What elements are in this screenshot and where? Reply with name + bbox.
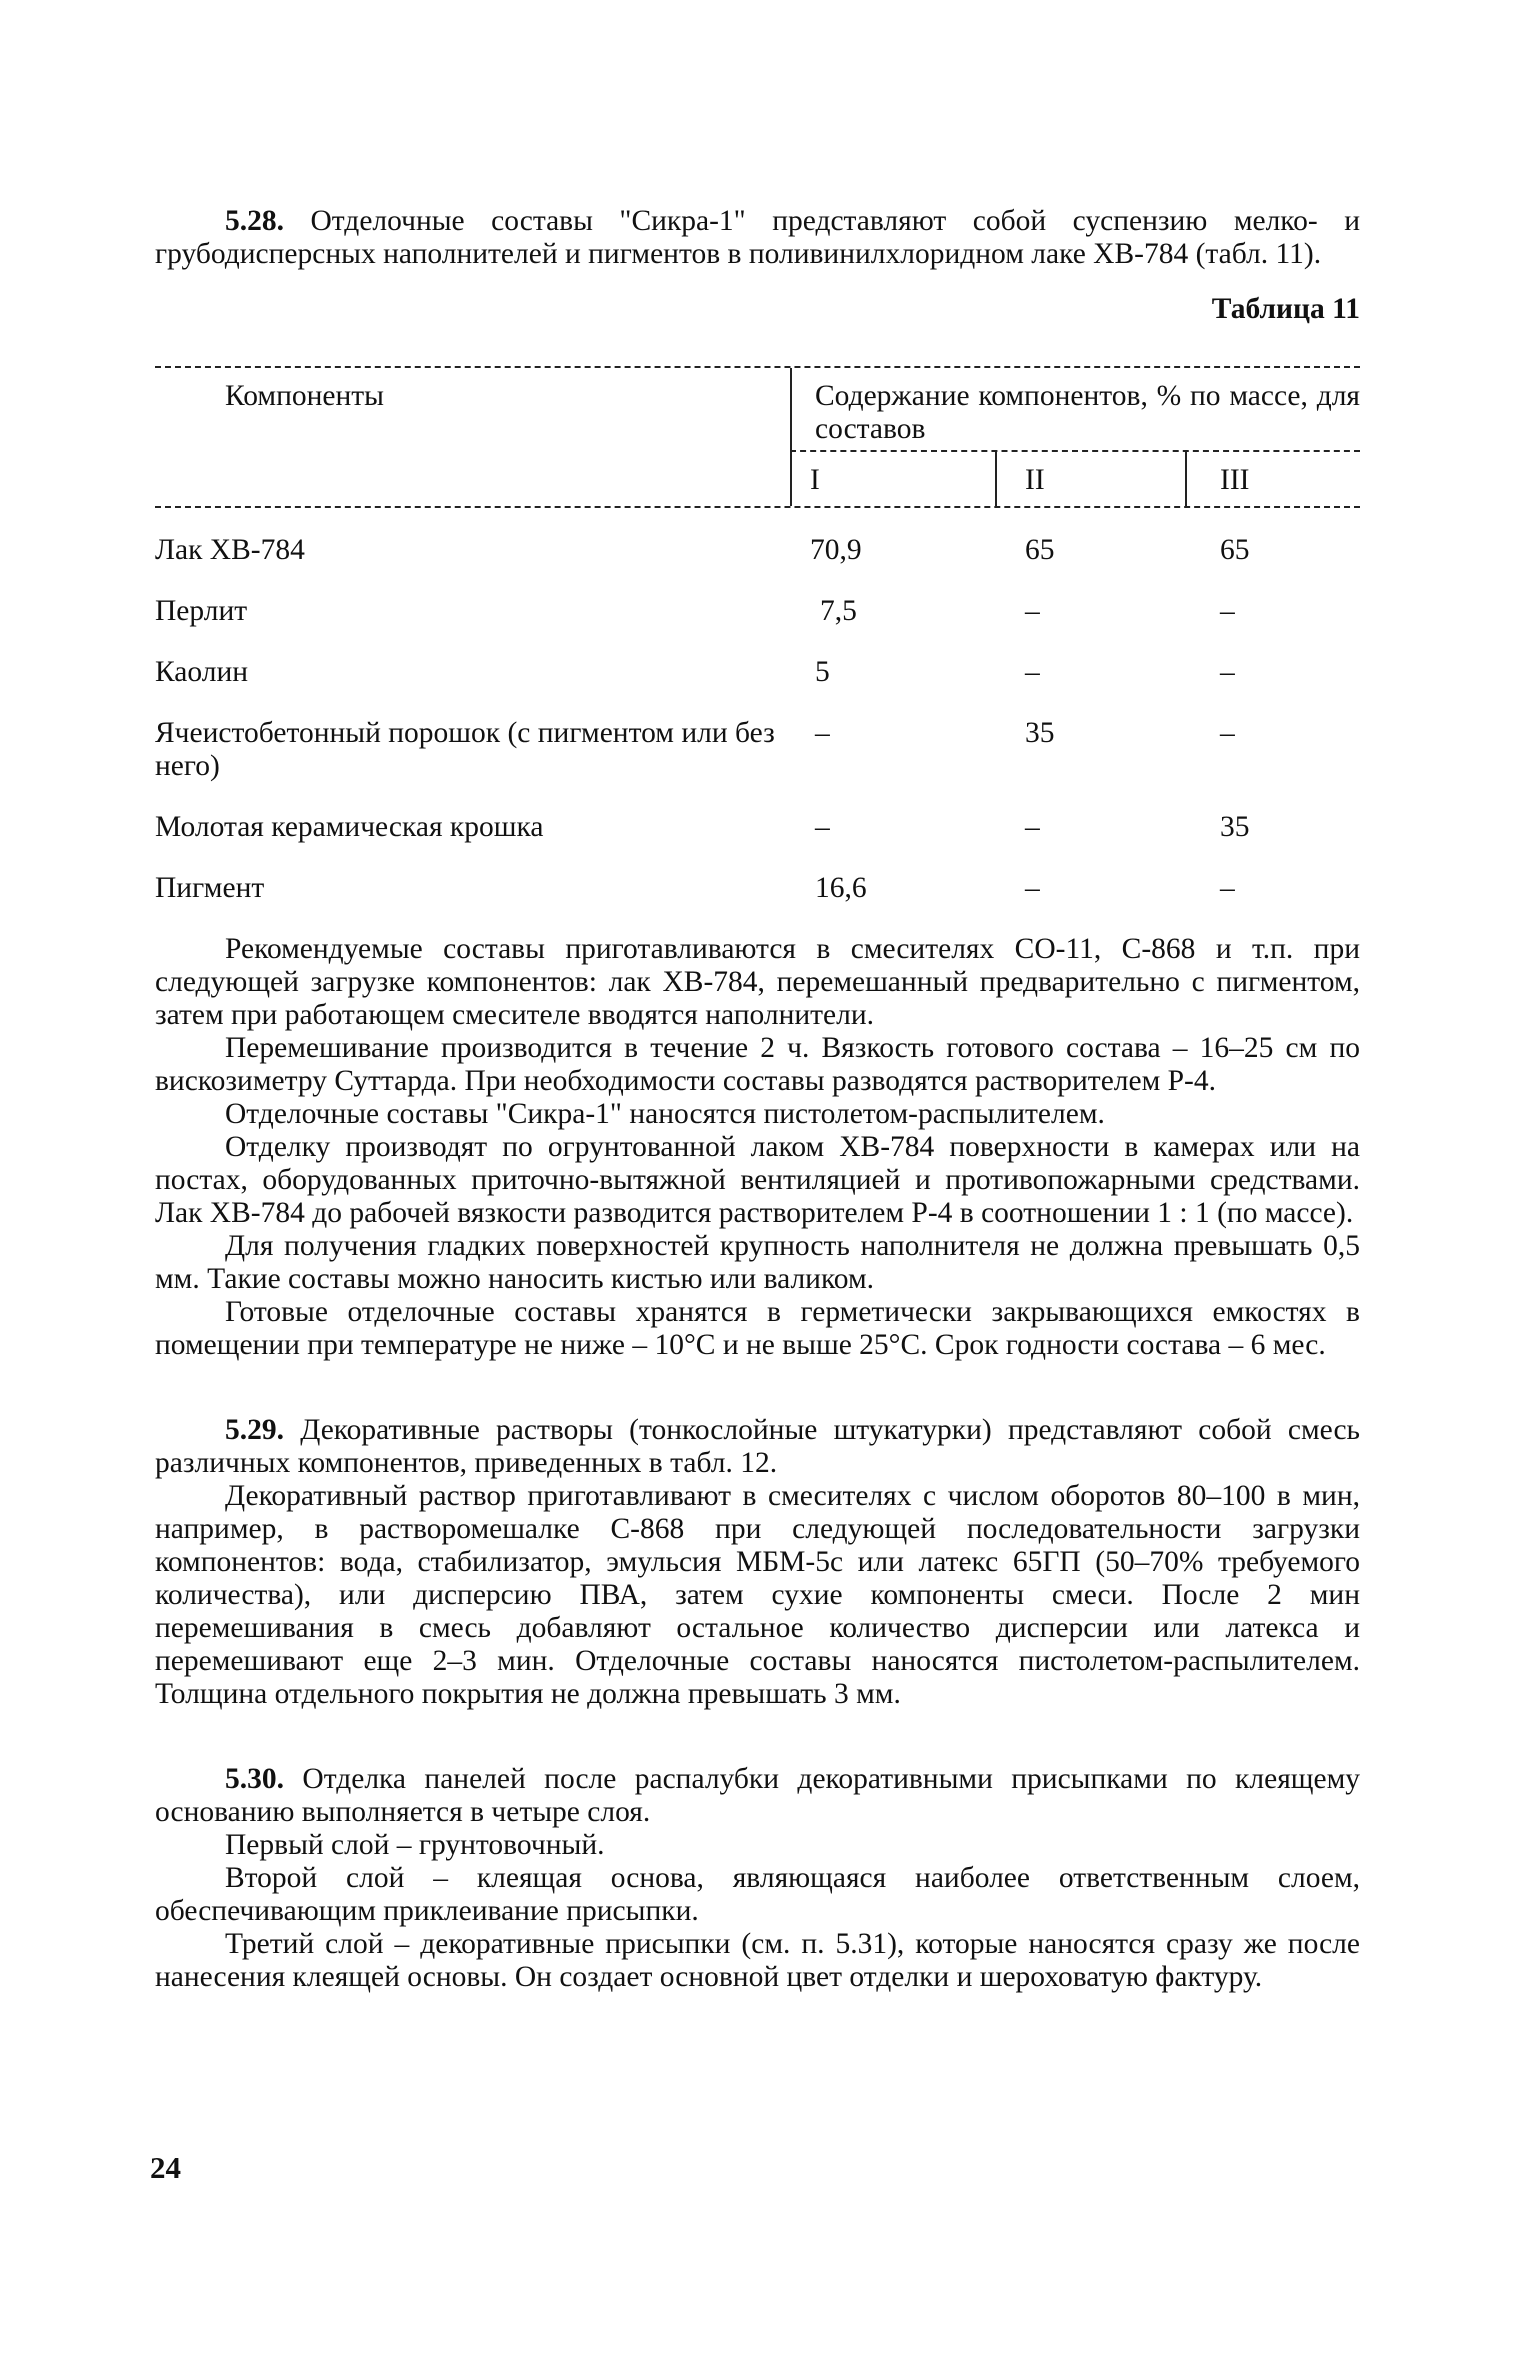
header-divider (790, 368, 792, 506)
header-sub-rule (790, 450, 1360, 452)
paragraph: Третий слой – декоративные присыпки (см. п. 5.31), которые наносятся сразу же после нанесения клеящей основы. Он создает основной цвет отделки и шероховатую фактуру. (155, 1928, 1360, 1993)
header-sub-3: III (1220, 464, 1250, 496)
header-sub-divider (1185, 450, 1187, 506)
row-name: Лак ХВ-784 (155, 534, 305, 566)
paragraph: Декоративный раствор приготавливают в смесителях с числом оборотов 80–100 в мин, например, в растворомешалке С-868 при следующей последовательности загрузки компонентов: вода, стабилизатор, эмульсия МБМ-5с или латекс 65ГП (50–70% требуемого количества), или дисперсию ПВА, затем сухие компоненты смеси. После 2 мин перемешивания в смесь добавляют остальное количество дисперсии или латекса и перемешивают еще 2–3 мин. Отделочные составы наносятся пистолетом-распылителем. Толщина отдельного покрытия не должна превышать 3 мм. (155, 1480, 1360, 1710)
cell-value: – (1025, 872, 1040, 904)
header-components: Компоненты (225, 380, 384, 412)
cell-value: 5 (815, 656, 830, 688)
cell-value: 65 (1025, 534, 1055, 566)
table-header (155, 368, 1360, 506)
cell-value: – (1025, 811, 1040, 843)
paragraph-5-28 (155, 205, 1360, 271)
paragraph-text: Декоративные растворы (тонкослойные штукатурки) представляют собой смесь различных компонентов, приведенных в табл. 12. (155, 1414, 1360, 1479)
page-number: 24 (150, 2150, 181, 2185)
cell-value: – (1220, 656, 1235, 688)
row-name: Пигмент (155, 872, 265, 904)
paragraph: Перемешивание производится в течение 2 ч. Вязкость готового состава – 16–25 см по вискозиметру Суттарда. При необходимости составы разводятся растворителем Р-4. (155, 1032, 1360, 1097)
paragraph: Первый слой – грунтовочный. (225, 1829, 605, 1861)
header-sub-divider (995, 450, 997, 506)
table-body (155, 508, 1360, 905)
cell-value: – (815, 717, 830, 749)
paragraph: Второй слой – клеящая основа, являющаяся наиболее ответственным слоем, обеспечивающим приклеивание присыпки. (155, 1862, 1360, 1927)
table-row (155, 595, 1360, 628)
section-number: 5.29. (225, 1414, 284, 1446)
cell-value: – (1220, 872, 1235, 904)
components-table (155, 366, 1360, 905)
cell-value: 35 (1025, 717, 1055, 749)
paragraph-5-29 (155, 1414, 1360, 1480)
paragraph: Отделочные составы "Сикра-1" наносятся пистолетом-распылителем. (225, 1098, 1105, 1130)
row-name: Перлит (155, 595, 248, 627)
paragraph: Рекомендуемые составы приготавливаются в смесителях СО-11, С-868 и т.п. при следующей загрузке компонентов: лак ХВ-784, перемешанный предварительно с пигментом, затем при работающем смесителе вводятся наполнители. (155, 933, 1360, 1031)
table-row (155, 656, 1360, 689)
row-name: Молотая керамическая крошка (155, 811, 544, 843)
cell-value: – (815, 811, 830, 843)
header-group: Содержание компонентов, % по массе, для составов (815, 380, 1360, 445)
page-content (155, 205, 1360, 1994)
table-row (155, 717, 1360, 783)
paragraph-5-30 (155, 1763, 1360, 1829)
table-caption: Таблица 11 (1211, 293, 1360, 325)
cell-value: 65 (1220, 534, 1250, 566)
table-row (155, 534, 1360, 567)
cell-value: – (1220, 717, 1235, 749)
paragraph-text: Отделка панелей после распалубки декоративными присыпками по клеящему основанию выполняется в четыре слоя. (155, 1763, 1360, 1828)
paragraph: Для получения гладких поверхностей крупность наполнителя не должна превышать 0,5 мм. Такие составы можно наносить кистью или валиком. (155, 1230, 1360, 1295)
header-sub-2: II (1025, 464, 1045, 496)
cell-value: 7,5 (820, 595, 857, 627)
table-row (155, 811, 1360, 844)
paragraph-text: Отделочные составы "Сикра-1" представляют собой суспензию мелко- и грубодисперсных наполнителей и пигментов в поливинилхлоридном лаке ХВ-784 (табл. 11). (155, 205, 1361, 270)
cell-value: 70,9 (810, 534, 862, 566)
cell-value: – (1025, 656, 1040, 688)
cell-value: 16,6 (815, 872, 867, 904)
section-number: 5.28. (225, 205, 284, 237)
row-name: Каолин (155, 656, 249, 688)
paragraph: Готовые отделочные составы хранятся в герметически закрывающихся емкостях в помещении при температуре не ниже – 10°С и не выше 25°С. Срок годности состава – 6 мес. (155, 1296, 1360, 1361)
cell-value: 35 (1220, 811, 1250, 843)
cell-value: – (1025, 595, 1040, 627)
table-row (155, 872, 1360, 905)
row-name: Ячеистобетонный порошок (с пигментом или без него) (155, 717, 775, 782)
cell-value: – (1220, 595, 1235, 627)
paragraph: Отделку производят по огрунтованной лаком ХВ-784 поверхности в камерах или на постах, оборудованных приточно-вытяжной вентиляцией и противопожарными средствами. Лак ХВ-784 до рабочей вязкости разводится растворителем Р-4 в соотношении 1 : 1 (по массе). (155, 1131, 1360, 1229)
section-5-28-body (155, 933, 1360, 1362)
header-sub-1: I (810, 464, 820, 496)
section-number: 5.30. (225, 1763, 284, 1795)
